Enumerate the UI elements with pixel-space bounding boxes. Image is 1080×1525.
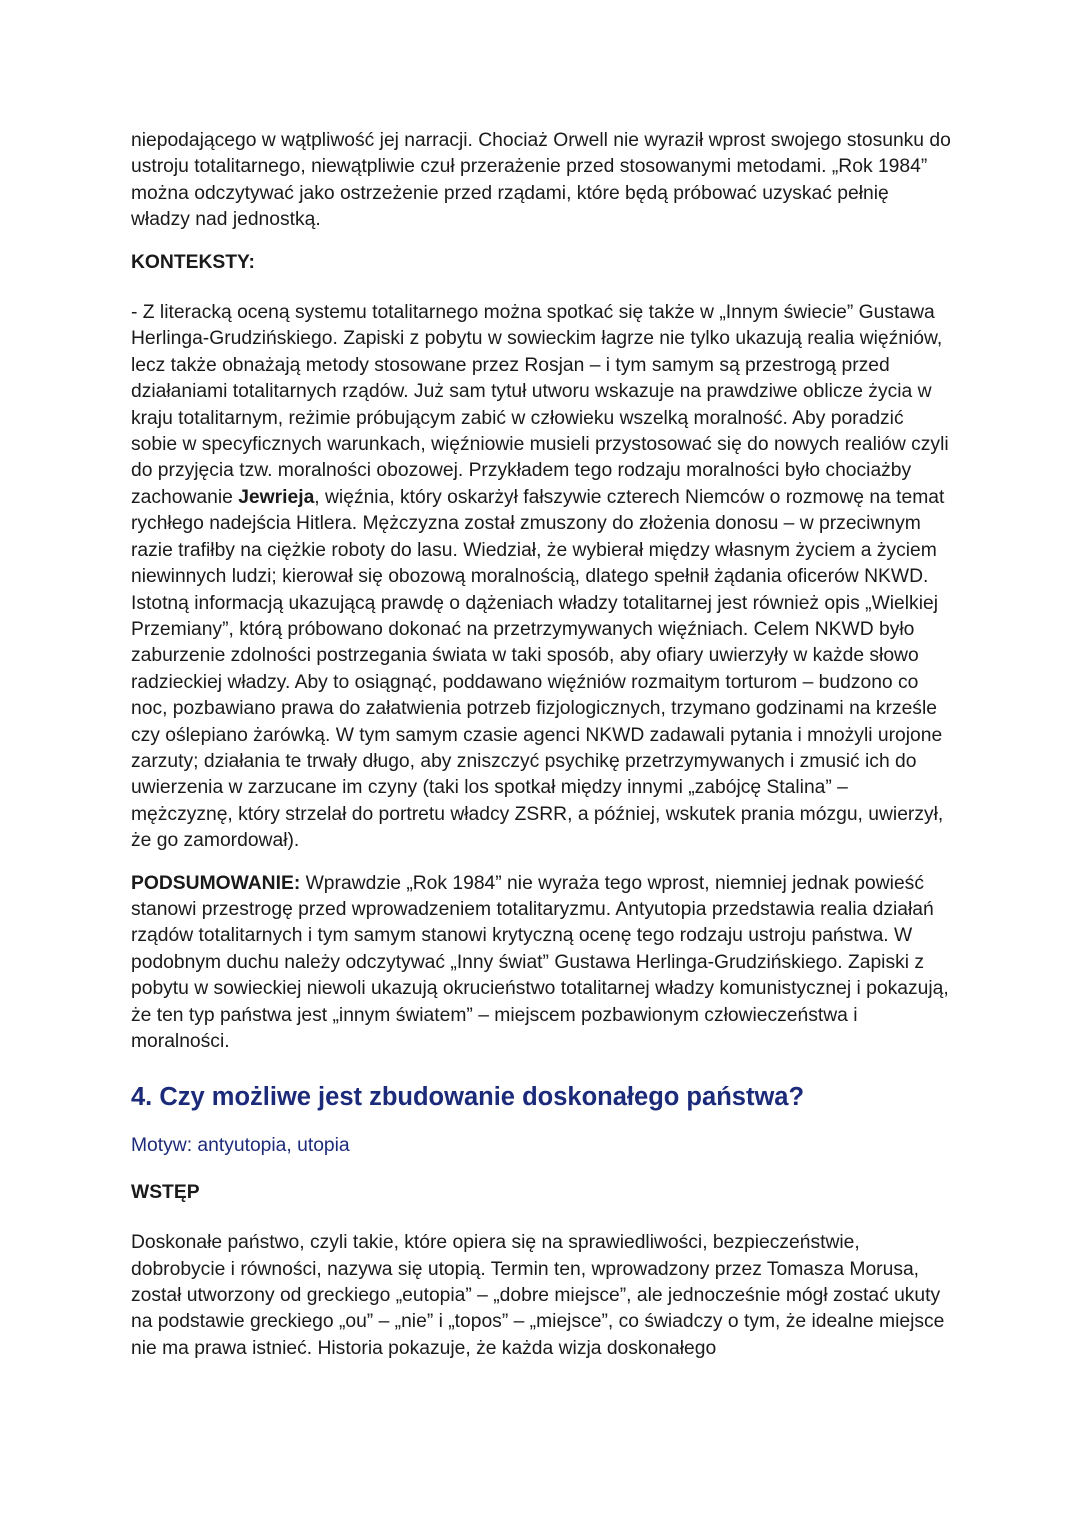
document-page [131, 128, 951, 1362]
konteksty-bold-name: Jewrieja [238, 486, 315, 508]
konteksty-paragraph [131, 300, 951, 855]
section-4-motyw: Motyw: antyutopia, utopia [131, 1135, 350, 1157]
podsumowanie-text: Wprawdzie „Rok 1984” nie wyraża tego wprost, niemniej jednak powieść stanowi przestrogę przed wprowadzeniem totalitaryzmu. Antyutopia przedstawia realia działań rządów totalitarnych i tym samym stanowi krytyczną ocenę tego rodzaju ustroju państwa. W podobnym duchu należy odczytywać „Inny świat” Gustawa Herlinga-Grudzińskiego. Zapiski z pobytu w sowieckiej niewoli ukazują okrucieństwo totalitarnej władzy komunistycznej i pokazują, że ten typ państwa jest „innym światem” – miejscem pozbawionym człowieczeństwa i moralności. [131, 872, 949, 1052]
podsumowanie-heading: PODSUMOWANIE: [131, 872, 301, 894]
konteksty-text-end: , więźnia, który oskarżył fałszywie czterech Niemców o rozmowę na temat rychłego nadejścia Hitlera. Mężczyzna został zmuszony do złożenia donosu – w przeciwnym razie trafiłby na ciężkie roboty do lasu. Wiedział, że wybierał między własnym życiem a życiem niewinnych ludzi; kierował się obozową moralnością, dlatego spełnił żądania oficerów NKWD. Istotną informacją ukazującą prawdę o dążeniach władzy totalitarnej jest również opis „Wielkiej Przemiany”, którą próbowano dokonać na przetrzymywanych więźniach. Celem NKWD było zaburzenie zdolności postrzegania świata w taki sposób, aby ofiary uwierzyły w każde słowo radzieckiej władzy. Aby to osiągnąć, poddawano więźniów rozmaitym torturom – budzono co noc, pozbawiano prawa do załatwienia potrzeb fizjologicznych, trzymano godzinami na krześle czy oślepiano żarówką. W tym samym czasie agenci NKWD zadawali pytania i mnożyli urojone zarzuty; działania te trwały długo, aby zniszczyć psychikę przetrzymywanych i zmusić ich do uwierzenia w zarzucane im czyny (taki los spotkał między innymi „zabójcę Stalina” – mężczyznę, który strzelał do portretu władcy ZSRR, a później, wskutek prania mózgu, uwierzył, że go zamordował). [131, 486, 945, 852]
section-4-title: 4. Czy możliwe jest zbudowanie doskonałego państwa? [131, 1083, 805, 1112]
intro-paragraph: niepodającego w wątpliwość jej narracji. Chociaż Orwell nie wyraził wprost swojego stosunku do ustroju totalitarnego, niewątpliwie czuł przerażenie przed stosowanymi metodami. „Rok 1984” można odczytywać jako ostrzeżenie przed rządami, które będą próbować uzyskać pełnię władzy nad jednostką. [131, 130, 951, 231]
podsumowanie-paragraph [131, 871, 951, 1056]
konteksty-heading: KONTEKSTY: [131, 251, 255, 273]
wstep-paragraph: Doskonałe państwo, czyli takie, które opiera się na sprawiedliwości, bezpieczeństwie, dobrobycie i równości, nazywa się utopią. Termin ten, wprowadzony przez Tomasza Morusa, został utworzony od greckiego „eutopia” – „dobre miejsce”, ale jednocześnie mógł zostać ukuty na podstawie greckiego „ou” – „nie” i „topos” – „miejsce”, co świadczy o tym, że idealne miejsce nie ma prawa istnieć. Historia pokazuje, że każda wizja doskonałego [131, 1232, 945, 1359]
konteksty-text-start: - Z literacką oceną systemu totalitarnego można spotkać się także w „Innym świecie” Gustawa Herlinga-Grudzińskiego. Zapiski z pobytu w sowieckim łagrze nie tylko ukazują realia więźniów, lecz także obnażają metody stosowane przez Rosjan – i tym samym są przestrogą przed działaniami totalitarnych rządów. Już sam tytuł utworu wskazuje na prawdziwe oblicze życia w kraju totalitarnym, reżimie próbującym zabić w człowieku wszelką moralność. Aby poradzić sobie w specyficznych warunkach, więźniowie musieli przystosować się do nowych realiów czyli do przyjęcia tzw. moralności obozowej. Przykładem tego rodzaju moralności było chociażby zachowanie [131, 302, 949, 508]
wstep-heading: WSTĘP [131, 1181, 200, 1203]
